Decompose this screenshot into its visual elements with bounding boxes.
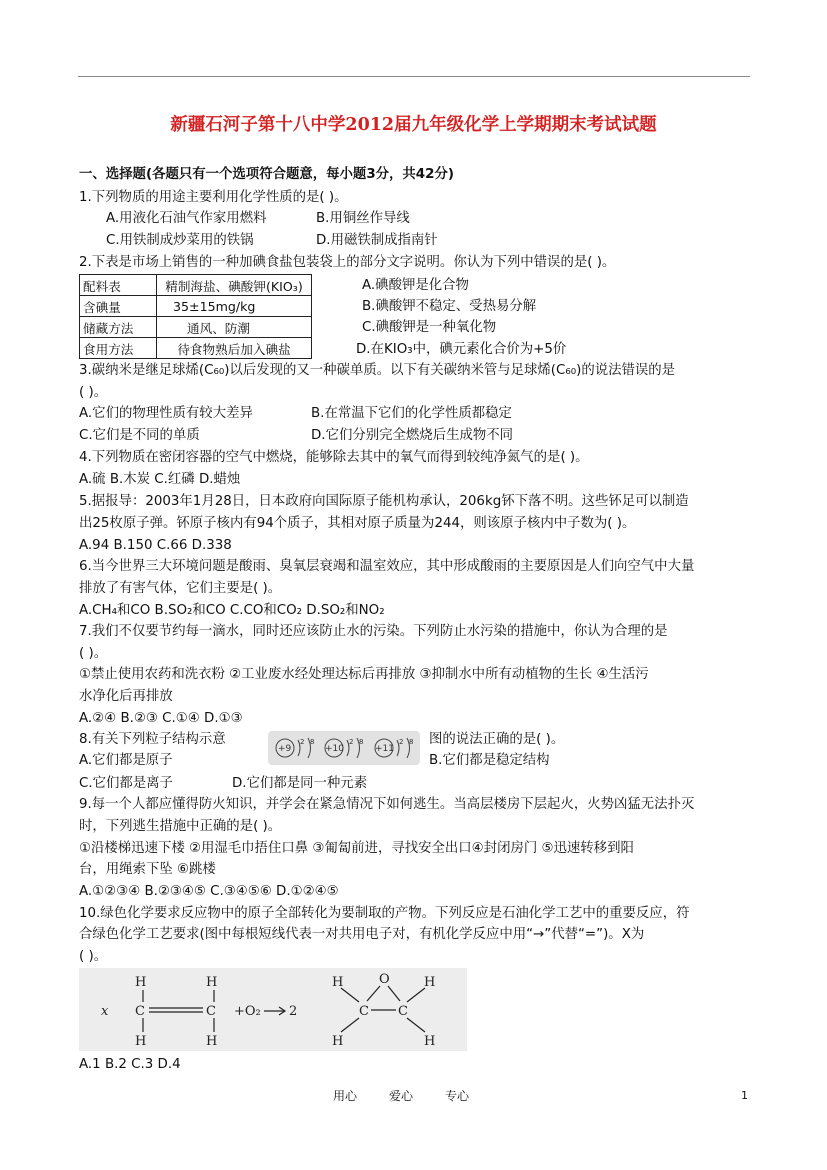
atom-label-h: H [135, 1034, 147, 1049]
q8-option-d: D.它们都是同一种元素 [232, 776, 368, 791]
table-cell: 含碘量 [80, 296, 157, 317]
svg-text:2: 2 [399, 738, 404, 746]
table-row [80, 275, 312, 296]
table-row [80, 296, 312, 317]
atom-label-h: H [332, 975, 344, 990]
footer-text: 爱心 [389, 1089, 414, 1103]
page-number: 1 [741, 1089, 748, 1102]
atom-label-h: H [206, 975, 218, 990]
svg-text:8: 8 [310, 738, 315, 746]
q2-option-b: B.碘酸钾不稳定、受热易分解 [362, 299, 537, 314]
q10-stem: 10.绿色化学要求反应物中的原子全部转化为要制取的产物。下列反应是石油化学工艺中的重要反应，符 [79, 906, 690, 921]
reaction-structure-diagram [79, 968, 467, 1051]
q1-option-d: D.用磁铁制成指南针 [316, 233, 438, 248]
q8-stem-cont: 图的说法正确的是( )。 [429, 732, 565, 747]
q10-options: A.1 B.2 C.3 D.4 [79, 1057, 181, 1072]
q10-stem-cont: 合绿色化学工艺要求(图中每根短线代表一对共用电子对，有机化学反应中用“→”代替“=”)。X为 [79, 927, 645, 942]
q6-options: A.CH₄和CO B.SO₂和CO C.CO和CO₂ D.SO₂和NO₂ [79, 603, 385, 618]
atom-label-c: C [206, 1004, 216, 1019]
atom-label-h: H [332, 1034, 344, 1049]
q9-stem: 9.每一个人都应懂得防火知识，并学会在紧急情况下如何逃生。当高层楼房下层起火，火势凶猛无法扑灭 [79, 797, 695, 812]
reaction-plus-o2: +O₂ [234, 1004, 261, 1019]
q1-option-a: A.用液化石油气作家用燃料 [106, 211, 267, 226]
q7-options: A.②④ B.②③ C.①④ D.①③ [79, 711, 243, 726]
atom-nucleus-label: +10 [325, 744, 344, 754]
atom-nucleus-label: +9 [278, 744, 292, 754]
svg-text:8: 8 [409, 738, 414, 746]
table-cell: 食用方法 [80, 338, 157, 359]
q9-items: ①沿楼梯迅速下楼 ②用湿毛巾捂住口鼻 ③匍匐前进，寻找安全出口④封闭房门 ⑤迅速转移到阳 [79, 841, 634, 856]
atom-label-c: C [398, 1004, 408, 1019]
q6-stem: 6.当今世界三大环境问题是酸雨、臭氧层衰竭和温室效应，其中形成酸雨的主要原因是人们向空气中大量 [79, 559, 695, 574]
reaction-svg [79, 968, 467, 1051]
q3-option-b: B.在常温下它们的化学性质都稳定 [311, 406, 512, 421]
atom-label-c: C [135, 1004, 145, 1019]
q3-stem-cont: ( )。 [79, 385, 108, 400]
q7-items-cont: 水净化后再排放 [79, 689, 173, 704]
q5-options: A.94 B.150 C.66 D.338 [79, 538, 232, 553]
q2-option-c: C.碘酸钾是一种氧化物 [362, 320, 497, 335]
atom-label-h: H [424, 975, 436, 990]
q10-stem-cont2: ( )。 [79, 949, 108, 964]
atom-label-h: H [135, 975, 147, 990]
q2-option-a: A.碘酸钾是化合物 [362, 278, 469, 293]
svg-text:2: 2 [300, 738, 305, 746]
q1-option-b: B.用铜丝作导线 [316, 211, 410, 226]
table-cell: 待食物熟后加入碘盐 [157, 338, 312, 359]
table-cell: 配料表 [80, 275, 157, 296]
q2-stem: 2.下表是市场上销售的一种加碘食盐包装袋上的部分文字说明。你认为下列中错误的是( )。 [79, 255, 616, 270]
salt-label-table [79, 274, 312, 359]
atom-label-h: H [424, 1034, 436, 1049]
reaction-product-coefficient: 2 [289, 1004, 298, 1019]
q9-items-cont: 台，用绳索下坠 ⑥跳楼 [79, 862, 216, 877]
q7-stem: 7.我们不仅要节约每一滴水，同时还应该防止水的污染。下列防止水污染的措施中，你认为合理的是 [79, 624, 668, 639]
q8-stem: 8.有关下列粒子结构示意 [79, 732, 226, 747]
q4-stem: 4.下列物质在密闭容器的空气中燃烧，能够除去其中的氧气而得到较纯净氮气的是( )。 [79, 450, 589, 465]
section-heading: 一、选择题(各题只有一个选项符合题意，每小题3分，共42分) [79, 167, 454, 182]
atom-structure-svg [268, 731, 420, 765]
q2-option-d: D.在KIO₃中，碘元素化合价为+5价 [356, 342, 567, 357]
q3-stem: 3.碳纳米是继足球烯(C₆₀)以后发现的又一种碳单质。以下有关碳纳米管与足球烯(C₆₀)的说法错误的是 [79, 363, 676, 378]
svg-text:2: 2 [349, 738, 354, 746]
q5-stem-cont: 出25枚原子弹。钚原子核内有94个质子，其相对原子质量为244，则该原子核内中子数为( )。 [79, 516, 636, 531]
atom-structure-diagram [268, 731, 420, 765]
table-cell: 精制海盐、碘酸钾(KIO₃) [157, 275, 312, 296]
q3-option-d: D.它们分别完全燃烧后生成物不同 [311, 428, 514, 443]
q8-option-a: A.它们都是原子 [79, 753, 173, 768]
q4-options: A.硫 B.木炭 C.红磷 D.蜡烛 [79, 472, 241, 487]
q3-option-a: A.它们的物理性质有较大差异 [79, 406, 253, 421]
header-rule [78, 76, 750, 77]
atom-label-h: H [206, 1034, 218, 1049]
q8-option-b: B.它们都是稳定结构 [429, 753, 550, 768]
table-cell: 35±15mg/kg [157, 296, 312, 317]
q1-option-c: C.用铁制成炒菜用的铁锅 [106, 233, 254, 248]
atom-nucleus-label: +11 [375, 744, 394, 754]
svg-text:8: 8 [359, 738, 364, 746]
footer-text: 用心 [333, 1089, 358, 1103]
document-title: 新疆石河子第十八中学2012届九年级化学上学期期末考试试题 [170, 115, 657, 135]
table-row [80, 338, 312, 359]
q7-stem-cont: ( )。 [79, 646, 108, 661]
q9-stem-cont: 时，下列逃生措施中正确的是( )。 [79, 819, 282, 834]
reaction-coefficient-x: x [101, 1004, 109, 1019]
atom-label-c: C [359, 1004, 369, 1019]
q1-stem: 1.下列物质的用途主要利用化学性质的是( )。 [79, 190, 348, 205]
q3-option-c: C.它们是不同的单质 [79, 428, 200, 443]
table-cell: 储藏方法 [80, 317, 157, 338]
table-cell: 通风、防潮 [157, 317, 312, 338]
q6-stem-cont: 排放了有害气体，它们主要是( )。 [79, 581, 282, 596]
table-row [80, 317, 312, 338]
footer-text: 专心 [445, 1089, 470, 1103]
atom-label-o: O [379, 972, 390, 987]
q7-items: ①禁止使用农药和洗衣粉 ②工业废水经处理达标后再排放 ③抑制水中所有动植物的生长 ④生活污 [79, 667, 649, 682]
q9-options: A.①②③④ B.②③④⑤ C.③④⑤⑥ D.①②④⑤ [79, 884, 339, 899]
q5-stem: 5.据报导：2003年1月28日，日本政府向国际原子能机构承认，206kg钚下落不明。这些钚足可以制造 [79, 494, 689, 509]
q8-option-c: C.它们都是离子 [79, 776, 173, 791]
